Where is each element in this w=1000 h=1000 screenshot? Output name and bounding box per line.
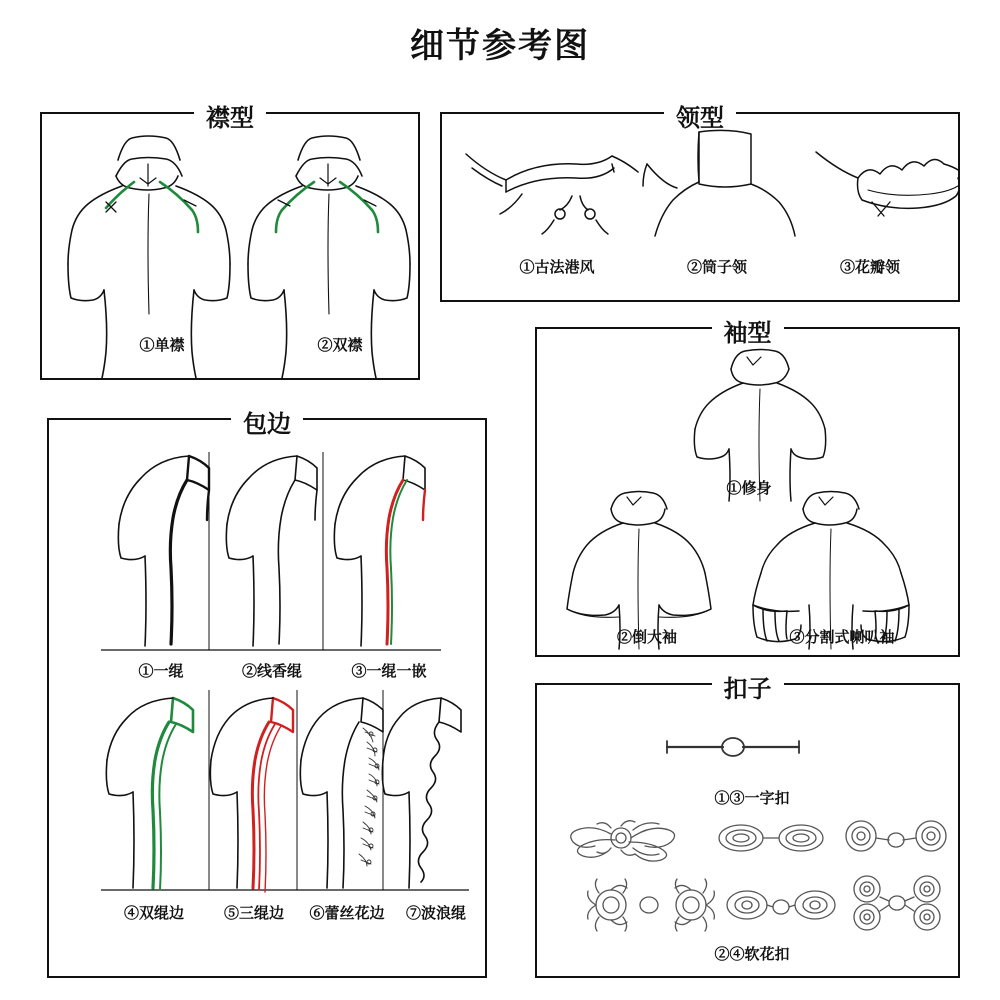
panel-sleeve-title: 袖型 xyxy=(712,313,784,348)
panel-collar-title: 领型 xyxy=(664,98,736,133)
buttons-illustration xyxy=(537,685,958,976)
lapel-caption-1: ①单襟 xyxy=(139,337,185,354)
sleeve-caption-2: ②倒大袖 xyxy=(616,629,677,646)
panel-edging xyxy=(47,411,487,978)
panel-edging-title: 包边 xyxy=(231,404,303,439)
panel-lapel-title: 襟型 xyxy=(194,98,266,133)
edging-caption-4: ④双绲边 xyxy=(123,905,184,922)
edging-caption-1: ①一绲 xyxy=(138,663,184,680)
panel-sleeve xyxy=(535,320,960,657)
sleeve-caption-3: ③分割式喇叭袖 xyxy=(789,629,895,646)
panel-buttons-title: 扣子 xyxy=(712,669,784,704)
collar-caption-2: ②筒子领 xyxy=(686,259,747,276)
page-title: 细节参考图 xyxy=(410,27,590,65)
panel-collar xyxy=(440,105,960,302)
edging-illustration xyxy=(49,420,485,976)
edging-caption-3: ③一绲一嵌 xyxy=(351,663,427,680)
collar-caption-3: ③花瓣领 xyxy=(839,259,900,276)
buttons-caption-1: ①③一字扣 xyxy=(714,790,790,807)
lapel-caption-2: ②双襟 xyxy=(317,337,363,354)
edging-caption-6: ⑥蕾丝花边 xyxy=(309,905,385,922)
sleeve-caption-1: ①修身 xyxy=(726,480,772,497)
panel-buttons xyxy=(535,676,960,978)
panel-lapel xyxy=(40,105,420,380)
buttons-caption-2: ②④软花扣 xyxy=(714,946,790,963)
collar-caption-1: ①古法港风 xyxy=(519,259,595,276)
edging-caption-2: ②线香绲 xyxy=(241,663,302,680)
edging-caption-7: ⑦波浪绲 xyxy=(405,905,466,922)
edging-caption-5: ⑤三绲边 xyxy=(223,905,284,922)
